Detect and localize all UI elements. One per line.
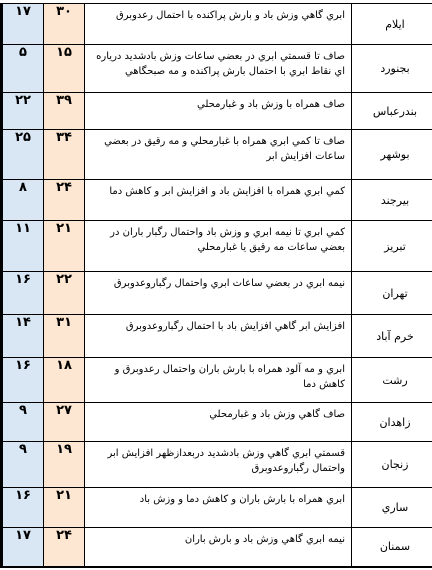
max-temp-cell: ۱۸ [44,358,85,403]
forecast-description-cell: صاف تا قسمتي ابري در بعضي ساعات وزش بادشديد درياره اي نقاط ابري با احتمال بارش پراكنده و مه صبحگاهي [85,45,352,93]
forecast-description-cell: صاف گاهي وزش باد و غبارمحلي [85,403,352,442]
weather-forecast-table [0,3,432,568]
city-name-cell: بيرجند [352,180,432,221]
forecast-description-cell: كمي ابري تا نيمه ابري و وزش باد واحتمال رگبار باران در بعضي ساعات مه رقيق يا غبارمحلي [85,221,352,272]
min-temp-cell: ۲۲ [2,93,44,130]
city-name-cell: ايلام [352,4,432,45]
min-temp-cell: ۱۷ [2,528,44,567]
table-row [2,272,432,315]
city-name-cell: تهران [352,272,432,315]
min-temp-cell: ۵ [2,45,44,93]
max-temp-cell: ۳۱ [44,315,85,358]
table-row [2,93,432,130]
min-temp-cell: ۱۴ [2,315,44,358]
city-name-cell: خرم آباد [352,315,432,358]
city-name-cell: رشت [352,358,432,403]
max-temp-cell: ۲۱ [44,488,85,528]
city-name-cell: سمنان [352,528,432,567]
forecast-description-cell: صاف تا كمي ابري همراه با غبارمحلي و مه رقيق در بعضي ساعات افزايش ابر [85,130,352,180]
forecast-description-cell: افزايش ابر گاهي افزايش باد با احتمال رگباروعدوبرق [85,315,352,358]
max-temp-cell: ۱۹ [44,442,85,488]
min-temp-cell: ۸ [2,180,44,221]
table-row [2,45,432,93]
table-row [2,221,432,272]
table-row [2,488,432,528]
min-temp-cell: ۹ [2,442,44,488]
city-name-cell: تبريز [352,221,432,272]
min-temp-cell: ۲۵ [2,130,44,180]
table-row [2,315,432,358]
forecast-description-cell: قسمتي ابري گاهي وزش بادشديد دربعدازظهر افزايش ابر واحتمال رگباروعدوبرق [85,442,352,488]
city-name-cell: زاهدان [352,403,432,442]
max-temp-cell: ۳۹ [44,93,85,130]
forecast-description-cell: ابري و مه آلود همراه با بارش باران واحتمال رعدوبرق و كاهش دما [85,358,352,403]
city-name-cell: بجنورد [352,45,432,93]
max-temp-cell: ۲۲ [44,272,85,315]
table-row [2,4,432,45]
forecast-description-cell: صاف همراه با وزش باد و غبارمحلي [85,93,352,130]
max-temp-cell: ۲۴ [44,180,85,221]
forecast-description-cell: ابري گاهي وزش باد و بارش پراكنده با احتمال رعدوبرق [85,4,352,45]
forecast-description-cell: ابري همراه با بارش باران و كاهش دما و وزش باد [85,488,352,528]
city-name-cell: ساري [352,488,432,528]
min-temp-cell: ۱۶ [2,358,44,403]
city-name-cell: بوشهر [352,130,432,180]
table-row [2,358,432,403]
city-name-cell: زنجان [352,442,432,488]
table-row [2,528,432,567]
min-temp-cell: ۱۶ [2,272,44,315]
table-row [2,442,432,488]
max-temp-cell: ۳۴ [44,130,85,180]
min-temp-cell: ۱۶ [2,488,44,528]
max-temp-cell: ۲۱ [44,221,85,272]
max-temp-cell: ۳۰ [44,4,85,45]
min-temp-cell: ۱۷ [2,4,44,45]
forecast-description-cell: نيمه ابري گاهي وزش باد و بارش باران [85,528,352,567]
city-name-cell: بندرعباس [352,93,432,130]
table-row [2,130,432,180]
forecast-description-cell: نيمه ابري در بعضي ساعات ابري واحتمال رگباروعدوبرق [85,272,352,315]
forecast-description-cell: كمي ابري همراه با افزايش باد و افزايش ابر و كاهش دما [85,180,352,221]
table-row [2,180,432,221]
max-temp-cell: ۱۵ [44,45,85,93]
max-temp-cell: ۲۴ [44,528,85,567]
table-row [2,403,432,442]
max-temp-cell: ۲۷ [44,403,85,442]
min-temp-cell: ۹ [2,403,44,442]
min-temp-cell: ۱۱ [2,221,44,272]
